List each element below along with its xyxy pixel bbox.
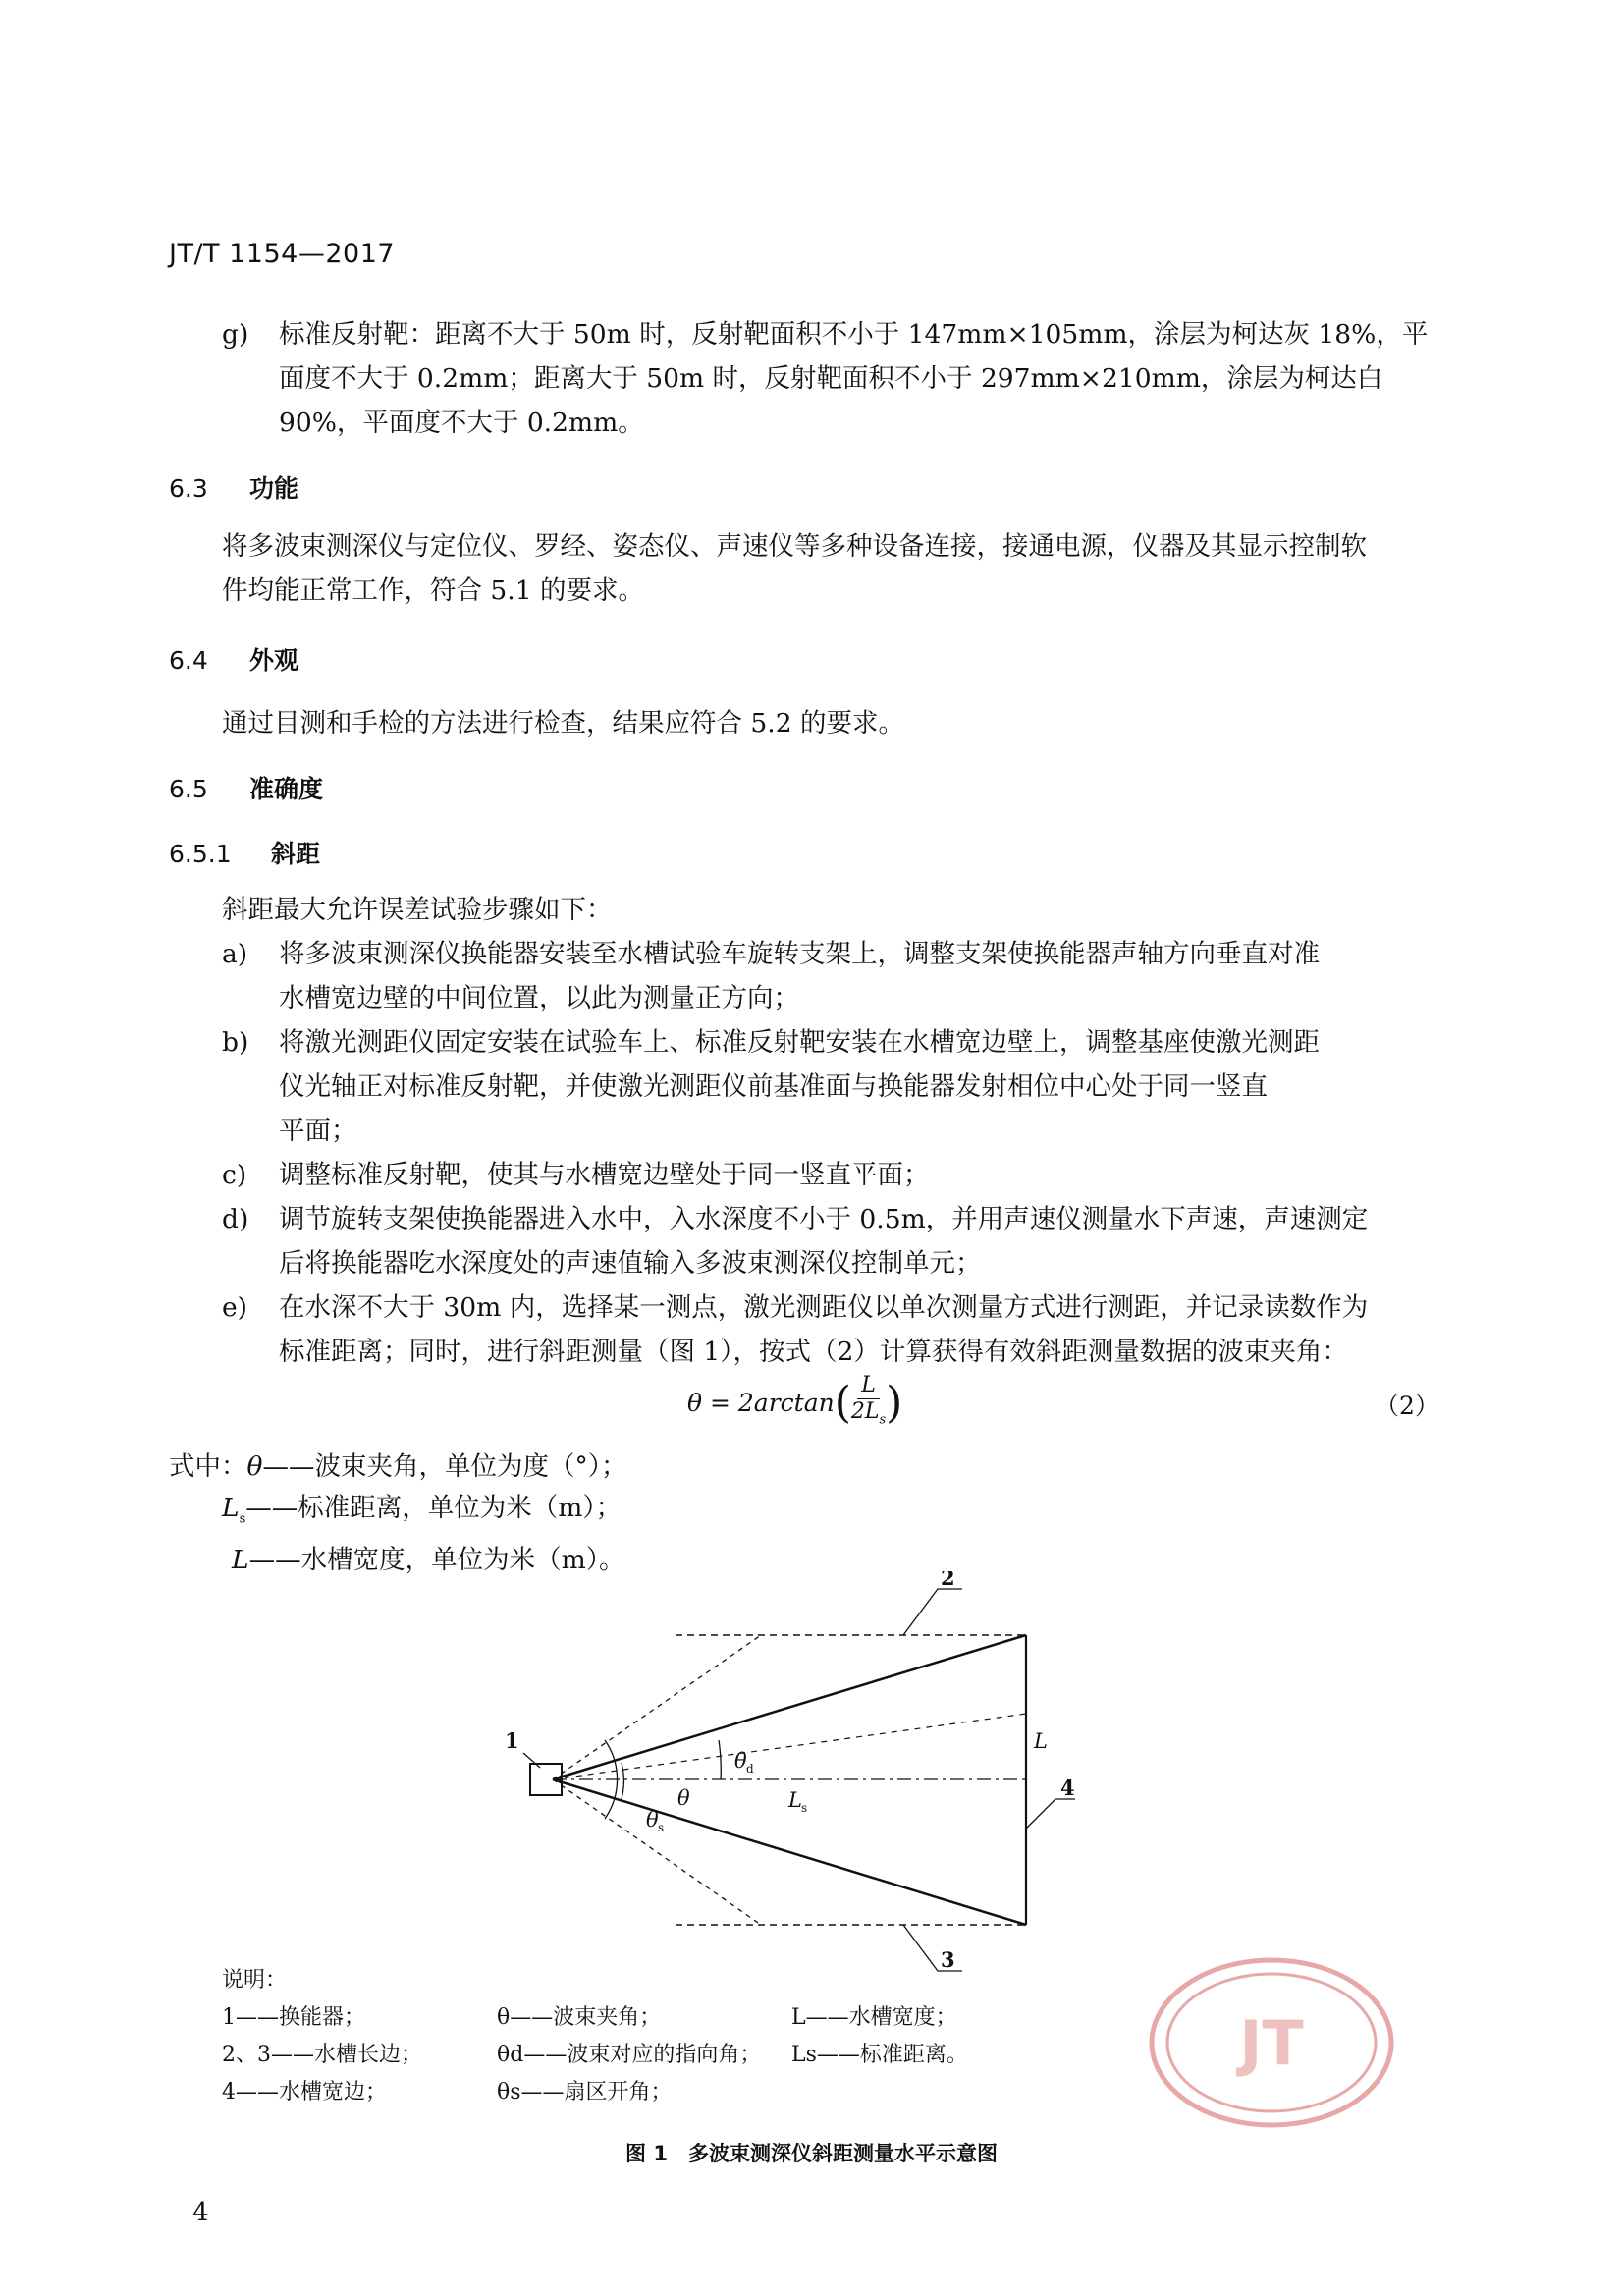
legend-row <box>222 1999 968 2037</box>
step-line: 将多波束测深仪换能器安装至水槽试验车旋转支架上，调整支架使换能器声轴方向垂直对准 <box>279 939 1320 969</box>
callout-4: 4 <box>1060 1776 1075 1800</box>
item-g-label: g) <box>222 319 249 350</box>
figure-legend <box>222 1962 968 2111</box>
legend-cell: θd——波束对应的指向角； <box>497 2043 762 2067</box>
legend-title: 说明： <box>222 1968 288 1993</box>
where-symbol-sub: s <box>239 1511 246 1527</box>
section-number: 6.5.1 <box>169 840 232 868</box>
paragraph-line: 将多波束测深仪与定位仪、罗经、姿态仪、声速仪等多种设备连接，接通电源，仪器及其显示控制软 <box>222 531 1367 562</box>
step-label: b) <box>222 1027 249 1058</box>
step-line: 在水深不大于 30m 内，选择某一测点，激光测距仪以单次测量方式进行测距，并记录读数作为 <box>279 1292 1369 1323</box>
step-line: 将激光测距仪固定安装在试验车上、标准反射靶安装在水槽宽边壁上，调整基座使激光测距 <box>279 1027 1320 1058</box>
section-6-4-body <box>222 701 904 745</box>
where-row <box>169 1447 626 1488</box>
label-theta-s-sub: s <box>658 1821 665 1834</box>
step-line: 后将换能器吃水深度处的声速值输入多波束测深仪控制单元； <box>279 1248 982 1279</box>
step-label: e) <box>222 1292 248 1323</box>
theta-arc <box>622 1763 623 1799</box>
step-line: 水槽宽边壁的中间位置，以此为测量正方向； <box>279 983 799 1013</box>
label-theta-d-sub: d <box>746 1762 754 1776</box>
where-prefix: 式中： <box>169 1451 247 1482</box>
item-g <box>222 312 1428 445</box>
step-line: 调节旋转支架使换能器进入水中，入水深度不小于 0.5m，并用声速仪测量水下声速，声速测定 <box>279 1204 1369 1234</box>
label-theta-d: θ <box>734 1749 747 1773</box>
section-6-5-1-body <box>222 888 1459 1374</box>
section-title: 斜距 <box>271 840 321 868</box>
formula-paren-open: ( <box>834 1378 851 1429</box>
jt-stamp-logo <box>1144 1954 1399 2131</box>
step-b <box>222 1020 1459 1153</box>
figure-caption: 图 1 多波束测深仪斜距测量水平示意图 <box>625 2142 998 2165</box>
legend-cell: L——水槽宽度； <box>791 2005 957 2030</box>
formula-paren-close: ) <box>886 1378 903 1429</box>
stamp-text: JT <box>1239 2007 1304 2079</box>
formula-denominator-wrap <box>851 1399 886 1433</box>
where-row <box>169 1488 626 1540</box>
legend-cell: θ——波束夹角； <box>497 2005 662 2030</box>
leader-4 <box>1026 1799 1075 1829</box>
legend-cell: Ls——标准距离。 <box>791 2043 968 2067</box>
steps-intro: 斜距最大允许误差试验步骤如下： <box>222 895 613 925</box>
legend-row <box>222 2074 968 2111</box>
where-text: ——水槽宽度，单位为米（m）。 <box>248 1545 625 1576</box>
beam-direction <box>553 1714 1026 1779</box>
label-Ls-sub: s <box>801 1801 808 1815</box>
legend-cell: θs——扇区开角； <box>497 2080 673 2105</box>
section-number: 6.4 <box>169 646 208 675</box>
step-line: 调整标准反射靶，使其与水槽宽边壁处于同一竖直平面； <box>279 1160 930 1190</box>
formula-number: （2） <box>1375 1392 1439 1420</box>
step-label: c) <box>222 1160 247 1190</box>
label-Ls: L <box>788 1788 802 1812</box>
section-6-3-body <box>222 524 1367 613</box>
callout-3: 3 <box>941 1947 955 1972</box>
where-text: ——波束夹角，单位为度（°）； <box>262 1451 627 1482</box>
label-L: L <box>1034 1729 1048 1753</box>
doc-id-header: JT/T 1154—2017 <box>169 239 396 269</box>
step-c <box>222 1153 1459 1197</box>
item-g-line2: 面度不大于 0.2mm；距离大于 50m 时，反射靶面积不小于 297mm×210mm，涂层为柯达白 <box>279 363 1383 394</box>
where-symbol: L <box>222 1493 240 1523</box>
step-a <box>222 932 1459 1020</box>
formula-numerator: L <box>857 1373 880 1399</box>
leader-2 <box>903 1589 962 1635</box>
step-label: a) <box>222 939 248 969</box>
sector-edge-bottom <box>553 1779 761 1925</box>
formula-lhs: θ = 2arctan <box>687 1389 835 1418</box>
callout-2: 2 <box>941 1571 955 1590</box>
legend-row <box>222 2037 968 2074</box>
step-line: 平面； <box>279 1116 357 1146</box>
theta-d-arc <box>719 1740 721 1779</box>
beam-edge-top <box>553 1635 1026 1779</box>
item-g-line3: 90%，平面度不大于 0.2mm。 <box>279 408 644 438</box>
section-number: 6.3 <box>169 474 208 503</box>
where-symbol: θ <box>246 1451 263 1482</box>
where-clause <box>169 1447 626 1581</box>
formula <box>687 1373 902 1433</box>
label-theta: θ <box>677 1786 690 1810</box>
figure-diagram <box>491 1571 1119 1974</box>
step-line: 仪光轴正对标准反射靶，并使激光测距仪前基准面与换能器发射相位中心处于同一竖直 <box>279 1071 1268 1102</box>
formula-denominator: 2L <box>850 1399 880 1424</box>
section-6-3-heading <box>169 469 298 505</box>
legend-cell: 2、3——水槽长边； <box>222 2043 422 2067</box>
formula-fraction <box>851 1373 886 1433</box>
step-d <box>222 1197 1459 1285</box>
item-g-line1: 标准反射靶：距离不大于 50m 时，反射靶面积不小于 147mm×105mm，涂层为柯达灰 18%，平 <box>279 319 1429 350</box>
step-label: d) <box>222 1204 249 1234</box>
label-theta-s: θ <box>646 1808 659 1831</box>
step-e <box>222 1285 1459 1374</box>
sector-edge-top <box>553 1635 761 1779</box>
section-6-4-heading <box>169 641 298 677</box>
where-symbol: L <box>232 1545 249 1576</box>
leader-1 <box>523 1753 540 1768</box>
step-line: 标准距离；同时，进行斜距测量（图 1），按式（2）计算获得有效斜距测量数据的波束夹角： <box>279 1337 1348 1367</box>
page-number: 4 <box>192 2198 209 2227</box>
legend-cell: 4——水槽宽边； <box>222 2080 387 2105</box>
legend-cell: 1——换能器； <box>222 2005 365 2030</box>
section-title: 功能 <box>249 474 299 503</box>
formula-denominator-sub: s <box>879 1412 887 1428</box>
paragraph-line: 件均能正常工作，符合 5.1 的要求。 <box>222 575 644 606</box>
paragraph-line: 通过目测和手检的方法进行检查，结果应符合 5.2 的要求。 <box>222 708 904 738</box>
transducer-arrow <box>553 1775 562 1784</box>
section-number: 6.5 <box>169 775 208 803</box>
section-6-5-1-heading <box>169 835 320 870</box>
where-text: ——标准距离，单位为米（m）； <box>245 1493 622 1523</box>
section-title: 外观 <box>249 646 299 675</box>
section-6-5-heading <box>169 770 323 805</box>
section-title: 准确度 <box>249 775 324 803</box>
callout-1: 1 <box>505 1728 519 1753</box>
